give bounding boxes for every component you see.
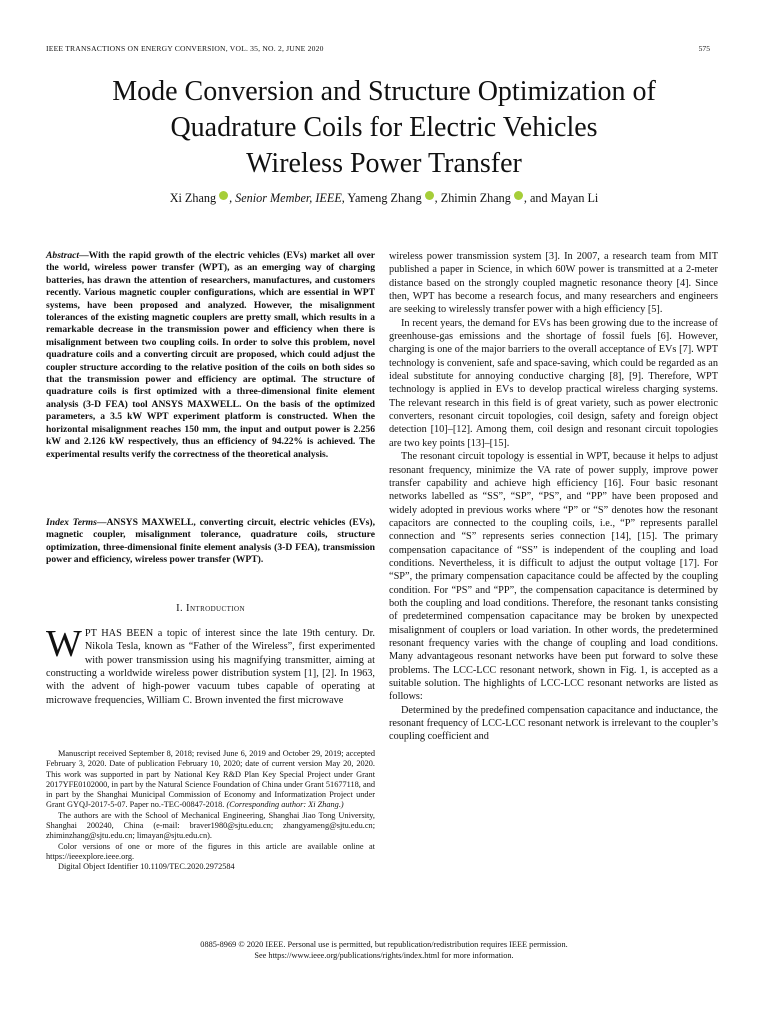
footnote-doi: Digital Object Identifier 10.1109/TEC.2020.2972584 (58, 862, 235, 872)
intro-paragraph (46, 623, 376, 707)
page-number: 575 (698, 44, 710, 53)
author-name: , Yameng Zhang (341, 191, 422, 205)
corresponding-author: (Corresponding author: Xi Zhang.) (226, 800, 344, 810)
section-heading (46, 603, 375, 614)
orcid-icon[interactable] (425, 191, 434, 200)
intro-text: a topic of interest since the late 19th century. Dr. Nikola Tesla, known as “Father of the Wireless”, first experimented with power transmission using his magnifying transmitter, aiming at constructing a worldwide wireless power distribution system [1], [2]. In 1963, with the advent of high-power vacuum tubes capable of operating at microwave frequencies, William C. Brown invented the first microwave (46, 628, 376, 706)
orcid-icon[interactable] (219, 191, 228, 200)
section-number: I. (176, 603, 184, 614)
author-name: , and Mayan Li (523, 191, 599, 205)
paragraph: In recent years, the demand for EVs has been growing due to the increase of greenhouse-gas emissions and the shortage of fossil fuels [6]. However, charging is one of the major barriers to the overall acceptance of EVs [7]. WPT technology is convenient, safe and space-saving, which could be regarded as an ideal substitute for annoying conductive charging [8], [9]. Therefore, WPT technology is applied in EVs to develop practical wireless charging systems. The relevant research in this field is of great variety, such as power electronic converters, resonant circuit topologies, coil design, safety and foreign object detection [10]–[12]. Among them, coil design and resonant circuit topologies are two key points [13]–[15]. (389, 317, 718, 449)
intro-lead: PT HAS BEEN (84, 628, 154, 639)
footnote (46, 749, 375, 873)
title-line-2: Quadrature Coils for Electric Vehicles (170, 112, 598, 143)
section-title: Introduction (186, 603, 245, 614)
abstract-label: Abstract (46, 250, 80, 261)
rights-link-line: See https://www.ieee.org/publications/rights/index.html for more information. (254, 950, 514, 960)
index-terms-text: —ANSYS MAXWELL, converting circuit, electric vehicles (EVs), magnetic coupler, misalignment tolerance, quadrature coils, structure optimization, three-dimensional finite element analysis (3-D FEA), transmission power and efficiency, wireless power transfer (WPT). (46, 517, 375, 566)
paragraph: The resonant circuit topology is essential in WPT, because it helps to adjust resonant frequency, minimize the VA rate of power supply, improve power transfer capability and achieve high efficiency [16]. Four basic resonant networks labelled as “SS”, “SP”, “PS”, and “PP” have been proposed and widely adopted in previous works where “P” or “S” denotes how the resonant capacitors are connected to the coupling coils, i.e., “P” represents parallel connection and “S” represents series connection [14], [15]. The primary compensation capacitance of “SS” is independent of the coupling and load conditions. Nevertheless, it is difficult to adjust the output voltage [17]. For “SP”, the primary compensation capacitance could be affected by the coupling condition. For “PS” and “PP”, the compensation capacitance is determined by both the coupling and load conditions. Therefore, the resonant tanks consisting of predetermined compensation capacitance may be broken by unexpected misalignment of couplers or load variation. In other words, the predetermined resonant frequency varies with the change of coupling and load conditions. Many advantageous resonant networks have been put forward to solve these problems. The LCC-LCC resonant network, shown in Fig. 1, is accepted as a suitable solution. The highlights of LCC-LCC resonant networks are listed as follows: (389, 451, 718, 703)
author-name: , Zhimin Zhang (434, 191, 511, 205)
journal-header: IEEE TRANSACTIONS ON ENERGY CONVERSION, VOL. 35, NO. 2, JUNE 2020 (46, 44, 324, 53)
abstract (46, 250, 375, 461)
title-line-3: Wireless Power Transfer (246, 148, 522, 179)
footnote-manuscript-text: Manuscript received September 8, 2018; revised June 6, 2019 and October 29, 2019; accepted February 3, 2020. Date of publication February 10, 2020; date of current version May 20, 2020. This work was supported in part by National Key R&D Plan Key Special Project under Grant 2017YFE0102000, in part by the Natural Science Foundation of China under Grant 51677118, and in part by the Shanghai Municipal Commission of Economy and Informatization Project under Grant GYQJ-2017-5-07. Paper no.-TEC-00847-2018. (46, 749, 375, 810)
paper-title (40, 74, 728, 182)
footnote-affiliation: The authors are with the School of Mechanical Engineering, Shanghai Jiao Tong University, Shanghai 200240, China (e-mail: braver1980@sjtu.edu.cn; zhangyameng@sjtu.edu.cn; zhiminzhang@sjtu.edu.cn; limayan@sjtu.edu.cn). (46, 810, 375, 841)
index-terms (46, 517, 375, 567)
author-name: Xi Zhang (169, 191, 217, 205)
paragraph: wireless power transmission system [3]. In 2007, a research team from MIT published a paper in Science, in which 60W power is transmitted at a 2-meter distance based on the strongly coupled magnetic resonance theory [4]. Since then, WPT has become a research focus, and many researchers and engineers are seeking to wirelessly transfer power with a high efficiency [5]. (389, 251, 718, 316)
drop-cap: W (46, 623, 82, 665)
author-list (40, 191, 728, 206)
orcid-icon[interactable] (514, 191, 523, 200)
right-column (389, 250, 718, 744)
index-terms-label: Index Terms (46, 517, 97, 528)
author-role: , Senior Member, IEEE (229, 191, 342, 205)
title-line-1: Mode Conversion and Structure Optimization of (112, 76, 656, 107)
footnote-color: Color versions of one or more of the figures in this article are available online at https://ieeexplore.ieee.org. (46, 841, 375, 861)
copyright-line: 0885-8969 © 2020 IEEE. Personal use is permitted, but republication/redistribution requires IEEE permission. (200, 940, 568, 949)
footnote-manuscript (46, 749, 375, 811)
copyright-footer (40, 940, 728, 961)
abstract-text: —With the rapid growth of the electric vehicles (EVs) market all over the world, wireless power transfer (WPT), as an emerging way of charging batteries, has drawn the attention of researchers, manufactures, and customers recently. Various magnetic coupler configurations, which are essential in WPT systems, have been proposed and analyzed. However, the misalignment tolerances of the existing magnetic couplers are pretty small, which results in a remarkable decrease in the transmission power and efficiency when there is misalignment between two coupling coils. In order to solve this problem, novel quadrature coils and a converting circuit are proposed, which could adjust the coupler structure according to the relative position of the coils on both sides so that the transmission power and efficiency are optimal. The structure of quadrature coils is first optimized with a three-dimensional finite element analysis (3-D FEA) tool ANSYS MAXWELL. On the basis of the optimized parameters, a 3.5 kW WPT experiment platform is constructed. When the horizontal misalignment reaches 150 mm, the input and output power is 2.256 kW and 2.126 kW respectively, thus an efficiency of 94.22% is achieved. The experimental results verify the correctness of the theoretical analysis. (46, 250, 375, 460)
paragraph: Determined by the predefined compensation capacitance and inductance, the resonant frequency of LCC-LCC resonant network is irrelevant to the coupler’s coupling coefficient and (389, 704, 718, 743)
